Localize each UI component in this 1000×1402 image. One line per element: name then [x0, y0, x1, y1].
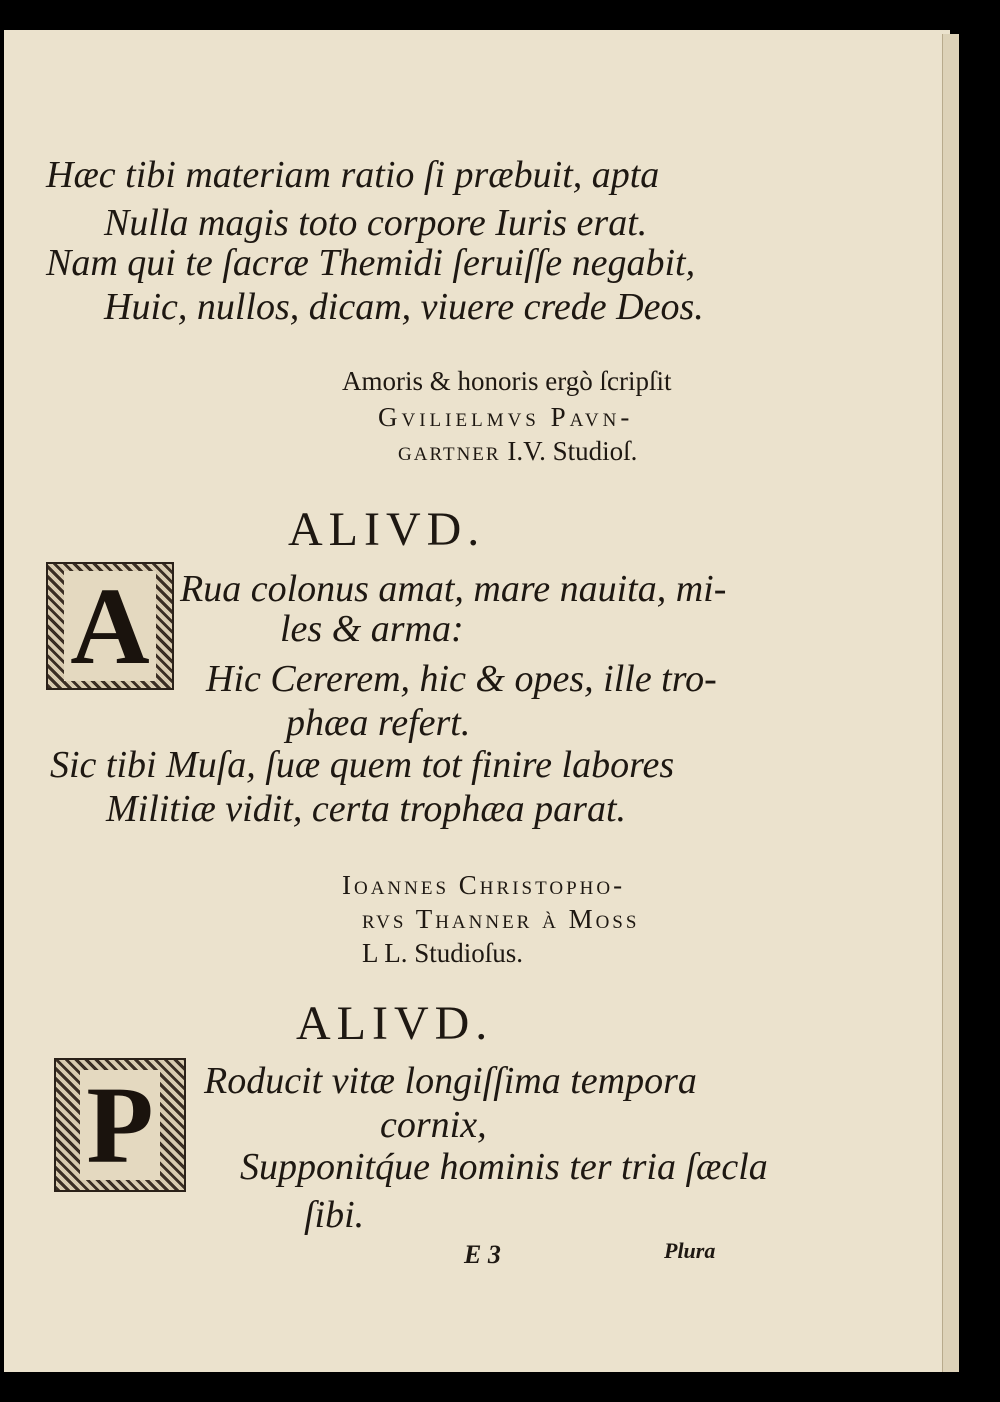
decorated-initial-p [54, 1058, 186, 1192]
initial-letter-p: P [80, 1070, 159, 1180]
subscription2-line-3: L L. Studioſus. [362, 938, 524, 968]
signature-mark: E 3 [464, 1240, 501, 1269]
heading-aliud-2: ALIVD. [296, 997, 494, 1050]
initial-letter-a: A [64, 571, 155, 681]
poem3-line-3: Supponitq́ue hominis ter tria ſæcla [240, 1146, 768, 1188]
poem2-line-2: les & arma: [280, 608, 464, 650]
subscription1-surname: gartner [398, 436, 501, 466]
poem2-line-3: Hic Cererem, hic & opes, ille tro- [206, 658, 717, 700]
poem1-line-3: Nam qui te ſacræ Themidi ſeruiſſe negabit, [46, 242, 696, 284]
poem1-line-4: Huic, nullos, dicam, viuere crede Deos. [104, 286, 704, 328]
subscription1-line-2: Gvilielmvs Pavn- [378, 402, 634, 432]
decorated-initial-a [46, 562, 174, 690]
poem2-line-1: Rua colonus amat, mare nauita, mi- [180, 568, 727, 610]
poem2-line-5: Sic tibi Muſa, ſuæ quem tot finire labores [50, 744, 675, 786]
poem3-line-4: ſibi. [304, 1194, 365, 1236]
subscription2-line-1: Ioannes Christopho- [342, 870, 626, 900]
subscription1-degree: I.V. Studioſ. [507, 436, 638, 466]
catchword: Plura [664, 1238, 716, 1263]
poem2-line-4: phæa refert. [286, 702, 471, 744]
poem1-line-1: Hæc tibi materiam ratio ſi præbuit, apta [46, 154, 660, 196]
subscription1-line-1: Amoris & honoris ergò ſcripſit [342, 366, 672, 396]
heading-aliud-1: ALIVD. [288, 503, 486, 556]
poem3-line-1: Roducit vitæ longiſſima tempora [204, 1060, 697, 1102]
poem1-line-2: Nulla magis toto corpore Iuris erat. [104, 202, 648, 244]
poem2-line-6: Militiæ vidit, certa trophæa parat. [106, 788, 627, 830]
page-edge [942, 34, 959, 1372]
subscription1-line-3 [398, 438, 637, 465]
poem3-line-2: cornix, [380, 1104, 487, 1146]
subscription2-line-2: rvs Thanner à Moſſ [362, 904, 640, 934]
